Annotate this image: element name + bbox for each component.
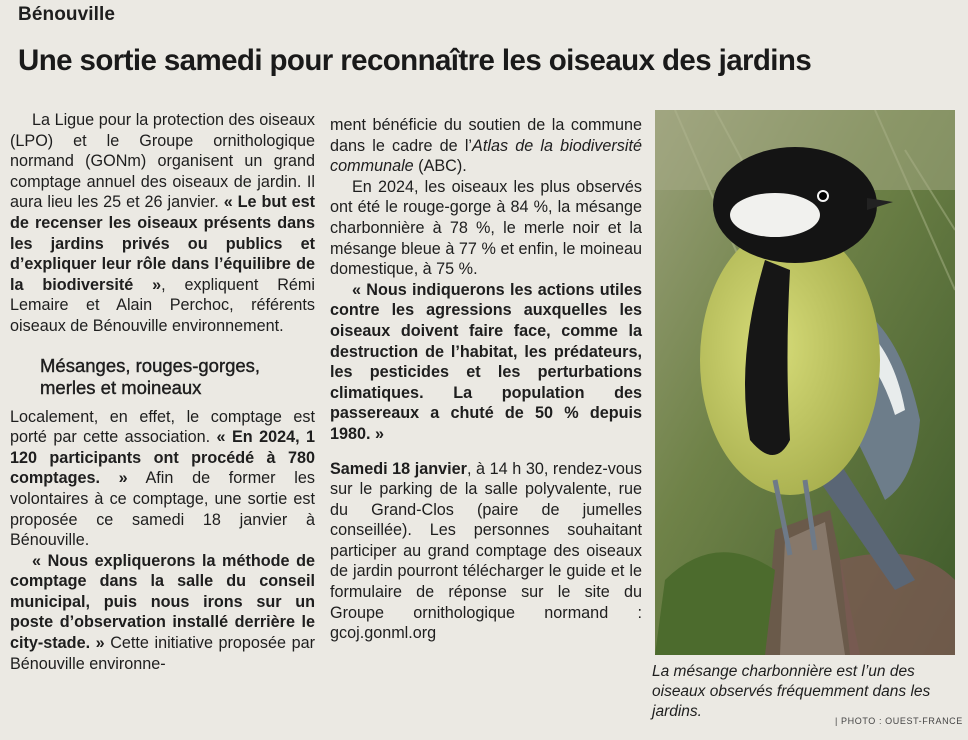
paragraph-gap bbox=[330, 445, 642, 459]
paragraph-intro bbox=[10, 110, 315, 337]
paragraph-local bbox=[10, 407, 315, 551]
paragraph-stats: En 2024, les oiseaux les plus observés ont été le rouge-gorge à 84 %, la mésange charbonnière à 78 %, le merle noir et la mésange bleue à 77 % et enfin, le moineau domestique, à 75 %. bbox=[330, 177, 642, 279]
article-column-2 bbox=[330, 115, 642, 644]
section-subheading: Mésanges, rouges-gorges, merles et moineaux bbox=[40, 354, 261, 398]
paragraph-method bbox=[10, 551, 315, 675]
event-date: Samedi 18 janvier bbox=[330, 459, 467, 478]
intro-text: La Ligue pour la protection des oiseaux (LPO) et le Groupe ornithologique normand (GONm) organisent un grand comptage annuel des oiseaux de jardin. Il aura lieu les 25 et 26 janvier. bbox=[10, 111, 315, 212]
actions-quote: « Nous indiquerons les actions utiles contre les agressions auxquelles les oiseaux doivent faire face, comme la destruction de l’habitat, les prédateurs, les pesticides et les perturbations climatiques. La population des passereaux a chuté de 50 % depuis 1980. » bbox=[330, 280, 642, 443]
great-tit-photo bbox=[655, 110, 955, 655]
headline: Une sortie samedi pour reconnaître les oiseaux des jardins bbox=[18, 44, 812, 77]
article-column-1 bbox=[10, 110, 315, 674]
method-quote: « Nous expliquerons la méthode de comptage dans la salle du conseil municipal, puis nous irons sur un poste d’observation installé derrière le city-stade. » bbox=[10, 551, 315, 653]
paragraph-support bbox=[330, 115, 642, 177]
locality-label: Bénouville bbox=[18, 4, 116, 25]
event-details: , à 14 h 30, rendez-vous sur le parking de la salle polyvalente, rue du Grand-Clos (paire de jumelles conseillée). Les personnes souhaitant participer au grand comptage des oiseaux de jardin pourront télécharger le guide et le formulaire de réponse sur le site du Groupe ornithologique normand : gcoj.gonml.org bbox=[330, 459, 643, 643]
local-tail: Afin de former les volontaires à ce comptage, une sortie est proposée ce samedi 18 janvier à Bénouville. bbox=[10, 469, 315, 550]
intro-attribution: , expliquent Rémi Lemaire et Alain Perchoc, référents oiseaux de Bénouville environnement. bbox=[10, 275, 315, 335]
paragraph-event bbox=[330, 459, 642, 644]
local-text: Localement, en effet, le comptage est porté par cette association. bbox=[10, 407, 315, 447]
photo-credit: | PHOTO : OUEST-FRANCE bbox=[835, 716, 963, 726]
bird-illustration bbox=[655, 110, 955, 655]
method-tail: Cette initiative proposée par Bénouville environne- bbox=[10, 634, 315, 673]
paragraph-actions bbox=[330, 280, 642, 445]
intro-quote: « Le but est de recenser les oiseaux présents dans les jardins privés ou publics et d’expliquer leur rôle dans l’équilibre de la biodiversité » bbox=[10, 193, 315, 294]
support-text: ment bénéficie du soutien de la commune dans le cadre de l’ bbox=[330, 116, 642, 155]
support-tail: (ABC). bbox=[413, 157, 467, 176]
atlas-title: Atlas de la biodiversité communale bbox=[330, 136, 642, 176]
local-quote: « En 2024, 1 120 participants ont procédé à 780 comptages. » bbox=[10, 428, 315, 488]
photo-caption: La mésange charbonnière est l’un des oiseaux observés fréquemment dans les jardins. bbox=[652, 663, 931, 720]
